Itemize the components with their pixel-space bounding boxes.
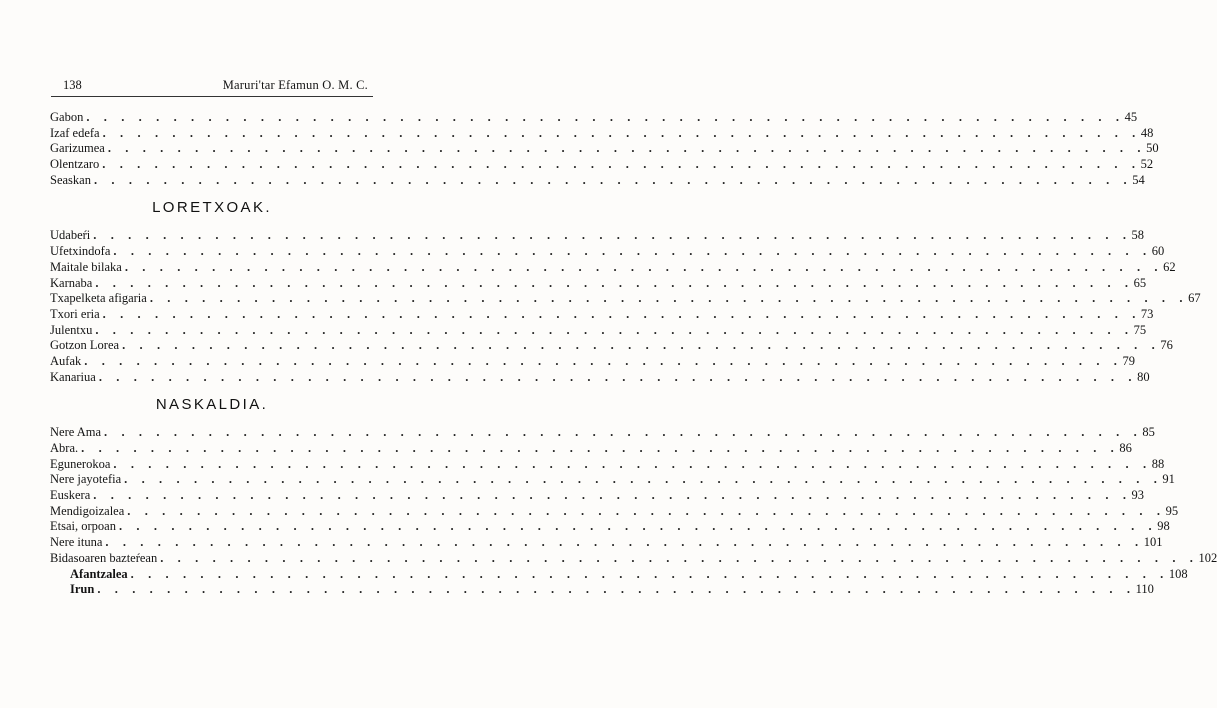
entry-title: Bidasoaren bazteŕean <box>50 550 158 565</box>
toc-entry <box>50 566 1188 583</box>
entry-title: Afantzalea <box>70 566 128 581</box>
entry-title: Irun <box>70 582 95 597</box>
entry-title: Nere jayotefia <box>50 472 122 487</box>
entry-page-number: 45 <box>1124 110 1138 124</box>
entry-page-number: 48 <box>1140 125 1154 140</box>
toc-entry <box>50 157 1154 173</box>
entry-page-number: 60 <box>1151 244 1165 259</box>
entry-page-number: 75 <box>1133 322 1147 337</box>
dot-leader: . . . . . . . . . . . . . . . . . . . . . . . . . . . . . . . . . . . . . . . . . . . . . . . . . . . . . . . . . . . . <box>124 259 1164 274</box>
entry-page-number: 88 <box>1151 456 1165 471</box>
dot-leader: . . . . . . . . . . . . . . . . . . . . . . . . . . . . . . . . . . . . . . . . . . . . . . . . . . . . . . . . . . . . <box>102 157 1141 172</box>
section-heading: LORETXOAK. <box>152 199 272 217</box>
dot-leader: . . . . . . . . . . . . . . . . . . . . . . . . . . . . . . . . . . . . . . . . . . . . . . . . . . . . . . . . . . . . <box>95 275 1134 290</box>
entry-title: Nere ituna <box>50 535 103 550</box>
dot-leader: . . . . . . . . . . . . . . . . . . . . . . . . . . . . . . . . . . . . . . . . . . . . . . . . . . . . . . . . . . . . <box>127 503 1166 518</box>
entry-title: Karnaba <box>50 275 93 290</box>
toc-entry <box>50 244 1165 260</box>
toc-entry <box>50 353 1136 370</box>
toc-entry <box>50 472 1175 488</box>
toc-entry <box>50 259 1176 276</box>
entry-page-number: 86 <box>1119 441 1132 455</box>
entry-title: Txapelketa afigaria <box>50 291 147 306</box>
toc-entry <box>50 125 1154 142</box>
dot-leader: . . . . . . . . . . . . . . . . . . . . . . . . . . . . . . . . . . . . . . . . . . . . . . . . . . . . . . . . . . . . <box>113 456 1152 471</box>
entry-page-number: 67 <box>1188 291 1201 306</box>
dot-leader: . . . . . . . . . . . . . . . . . . . . . . . . . . . . . . . . . . . . . . . . . . . . . . . . . . . . . . . . . . . . <box>93 488 1132 503</box>
dot-leader: . . . . . . . . . . . . . . . . . . . . . . . . . . . . . . . . . . . . . . . . . . . . . . . . . . . . . . . . . . . . <box>102 125 1141 140</box>
entry-page-number: 85 <box>1142 425 1155 440</box>
toc-entry <box>50 582 1154 598</box>
dot-leader: . . . . . . . . . . . . . . . . . . . . . . . . . . . . . . . . . . . . . . . . . . . . . . . . . . . . . . . . . . . . <box>84 353 1123 368</box>
entry-title: Maitale bilaka <box>50 259 122 274</box>
entry-title: Abra. <box>50 441 79 455</box>
dot-leader: . . . . . . . . . . . . . . . . . . . . . . . . . . . . . . . . . . . . . . . . . . . . . . . . . . . . . . . . . . . . <box>122 338 1161 353</box>
toc-entry <box>50 488 1145 504</box>
dot-leader: . . . . . . . . . . . . . . . . . . . . . . . . . . . . . . . . . . . . . . . . . . . . . . . . . . . . . . . . . . . . <box>105 535 1144 550</box>
entry-title: Txori eria <box>50 306 100 321</box>
dot-leader: . . . . . . . . . . . . . . . . . . . . . . . . . . . . . . . . . . . . . . . . . . . . . . . . . . . . . . . . . . . . <box>98 369 1138 384</box>
entry-page-number: 110 <box>1135 582 1154 597</box>
dot-leader: . . . . . . . . . . . . . . . . . . . . . . . . . . . . . . . . . . . . . . . . . . . . . . . . . . . . . . . . . . . . <box>118 519 1158 534</box>
dot-leader: . . . . . . . . . . . . . . . . . . . . . . . . . . . . . . . . . . . . . . . . . . . . . . . . . . . . . . . . . . . . <box>102 306 1141 321</box>
dot-leader: . . . . . . . . . . . . . . . . . . . . . . . . . . . . . . . . . . . . . . . . . . . . . . . . . . . . . . . . . . . . <box>130 566 1169 581</box>
entry-title: Mendigoizalea <box>50 503 125 518</box>
toc-entry <box>50 503 1179 520</box>
entry-title: Etsai, orpoan <box>50 519 116 534</box>
entry-title: Gotzon Lorea <box>50 338 120 353</box>
dot-leader: . . . . . . . . . . . . . . . . . . . . . . . . . . . . . . . . . . . . . . . . . . . . . . . . . . . . . . . . . . . . <box>149 291 1189 306</box>
toc-entry <box>50 441 1132 457</box>
running-header <box>56 78 370 94</box>
entry-page-number: 79 <box>1122 353 1136 368</box>
entry-title: Egunerokoa <box>50 456 111 471</box>
entry-page-number: 54 <box>1132 172 1145 187</box>
dot-leader: . . . . . . . . . . . . . . . . . . . . . . . . . . . . . . . . . . . . . . . . . . . . . . . . . . . . . . . . . . . . <box>160 550 1199 565</box>
toc-entry <box>50 550 1217 567</box>
toc-entry <box>50 425 1155 441</box>
entry-page-number: 65 <box>1133 275 1147 290</box>
entry-page-number: 108 <box>1168 566 1188 581</box>
toc-entry <box>50 141 1159 157</box>
entry-title: Seaskan <box>50 172 91 187</box>
toc-entry <box>50 172 1145 189</box>
toc-entry <box>50 291 1201 307</box>
toc-entry <box>50 519 1170 535</box>
table-of-contents <box>50 110 1217 598</box>
entry-page-number: 95 <box>1165 503 1179 518</box>
toc-entry <box>50 369 1150 386</box>
dot-leader: . . . . . . . . . . . . . . . . . . . . . . . . . . . . . . . . . . . . . . . . . . . . . . . . . . . . . . . . . . . . <box>93 228 1132 243</box>
header-rule <box>51 96 373 97</box>
section-heading: NASKALDIA. <box>155 396 269 414</box>
entry-title: Udabeŕi <box>50 228 91 243</box>
entry-page-number: 91 <box>1162 472 1175 487</box>
running-head-title: Maruri'tar Efamun O. M. C. <box>222 78 368 92</box>
entry-title: Garizumea <box>50 141 105 156</box>
toc-entry <box>50 110 1138 126</box>
dot-leader: . . . . . . . . . . . . . . . . . . . . . . . . . . . . . . . . . . . . . . . . . . . . . . . . . . . . . . . . . . . . <box>86 110 1125 124</box>
entry-page-number: 102 <box>1198 550 1217 565</box>
entry-page-number: 93 <box>1131 488 1145 503</box>
page-number: 138 <box>63 78 82 92</box>
entry-title: Izaf edefa <box>50 125 100 140</box>
entry-title: Aufak <box>50 353 82 368</box>
dot-leader: . . . . . . . . . . . . . . . . . . . . . . . . . . . . . . . . . . . . . . . . . . . . . . . . . . . . . . . . . . . . <box>93 172 1133 187</box>
entry-title: Ufetxindofa <box>50 244 111 259</box>
entry-title: Nere Ama <box>50 425 102 440</box>
entry-page-number: 62 <box>1163 259 1176 274</box>
toc-entry <box>50 322 1147 339</box>
toc-entry <box>50 338 1173 354</box>
toc-entry <box>50 228 1145 244</box>
dot-leader: . . . . . . . . . . . . . . . . . . . . . . . . . . . . . . . . . . . . . . . . . . . . . . . . . . . . . . . . . . . . <box>124 472 1163 487</box>
toc-entry <box>50 535 1163 551</box>
entry-title: Euskera <box>50 488 91 503</box>
entry-page-number: 80 <box>1137 369 1150 384</box>
entry-page-number: 50 <box>1146 141 1159 156</box>
dot-leader: . . . . . . . . . . . . . . . . . . . . . . . . . . . . . . . . . . . . . . . . . . . . . . . . . . . . . . . . . . . . <box>107 141 1147 156</box>
entry-page-number: 73 <box>1140 306 1154 321</box>
entry-page-number: 52 <box>1140 157 1154 172</box>
dot-leader: . . . . . . . . . . . . . . . . . . . . . . . . . . . . . . . . . . . . . . . . . . . . . . . . . . . . . . . . . . . . <box>113 244 1152 259</box>
dot-leader: . . . . . . . . . . . . . . . . . . . . . . . . . . . . . . . . . . . . . . . . . . . . . . . . . . . . . . . . . . . . <box>104 425 1143 440</box>
toc-entry <box>50 456 1165 473</box>
entry-page-number: 76 <box>1160 338 1173 353</box>
entry-title: Julentxu <box>50 322 93 337</box>
toc-entry <box>50 306 1154 323</box>
dot-leader: . . . . . . . . . . . . . . . . . . . . . . . . . . . . . . . . . . . . . . . . . . . . . . . . . . . . . . . . . . . . <box>97 582 1136 597</box>
entry-page-number: 58 <box>1131 228 1145 243</box>
entry-page-number: 98 <box>1157 519 1170 534</box>
toc-entry <box>50 275 1147 292</box>
entry-title: Kanariua <box>50 369 96 384</box>
entry-page-number: 101 <box>1143 535 1163 550</box>
dot-leader: . . . . . . . . . . . . . . . . . . . . . . . . . . . . . . . . . . . . . . . . . . . . . . . . . . . . . . . . . . . . <box>81 441 1120 455</box>
entry-title: Olentzaro <box>50 157 100 172</box>
entry-title: Gabon <box>50 110 84 124</box>
dot-leader: . . . . . . . . . . . . . . . . . . . . . . . . . . . . . . . . . . . . . . . . . . . . . . . . . . . . . . . . . . . . <box>95 322 1134 337</box>
